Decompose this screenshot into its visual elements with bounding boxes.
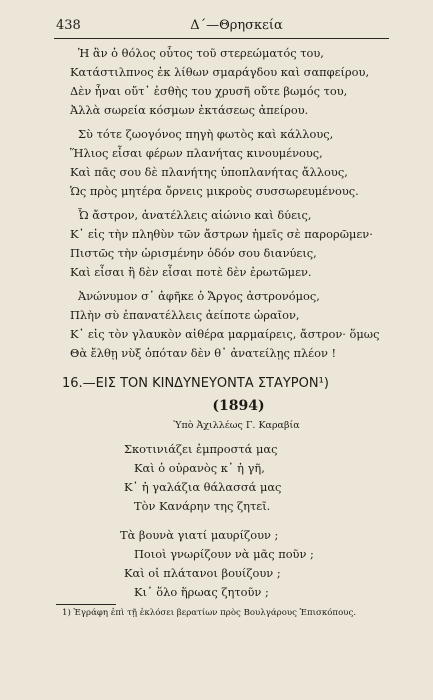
poem-line: Ἀλλὰ σωρεία κόσμων ἐκτάσεως ἀπείρου. [70, 103, 309, 117]
poem-line: Σκοτινιάζει ἐμπροστά μας [124, 442, 278, 456]
poem-line: Καὶ ὁ οὐρανὸς κ᾽ ἡ γῆ, [134, 461, 265, 475]
stanza-6 [118, 526, 358, 602]
poem-line: Τὸν Κανάρην της ζητεῖ. [134, 499, 271, 513]
stanza-3 [70, 206, 390, 282]
header-rule [54, 38, 389, 39]
poem-line: Κ᾽ εἰς τὴν πληθὺν τῶν ἄστρων ἡμεῖς σὲ παρορῶμεν· [70, 227, 373, 241]
running-head: Δ΄—Θρησκεία [190, 18, 283, 33]
section-author: Ὑπὸ Ἀχιλλέως Γ. Καραβία [173, 420, 300, 431]
stanza-5 [118, 440, 358, 516]
poem-line: Θὰ ἔλθῃ νὺξ ὁπόταν δὲν θ᾽ ἀνατείλῃς πλέον ! [70, 346, 337, 360]
poem-line: Καὶ οἱ πλάτανοι βουίζουν ; [124, 566, 281, 580]
section-title: 16.—ΕΙΣ ΤΟΝ ΚΙΝΔΥΝΕΥΟΝΤΑ ΣΤΑΥΡΟΝ¹) [62, 376, 329, 391]
page-number: 438 [56, 18, 81, 33]
poem-line: Κατάστιλπνος ἐκ λίθων σμαράγδου καὶ σαπφείρου, [70, 65, 370, 79]
poem-line: Ἡ ἂν ὁ θόλος οὗτος τοῦ στερεώματός του, [78, 46, 324, 60]
poem-line: Τὰ βουνὰ γιατί μαυρίζουν ; [120, 528, 279, 542]
poem-line: Κι᾽ ὅλο ἥρωας ζητοῦν ; [134, 585, 269, 599]
poem-line: Πιστῶς τὴν ὡρισμένην ὁδόν σου διανύεις, [70, 246, 317, 260]
second-poem [118, 440, 358, 612]
stanza-1 [70, 44, 390, 120]
footnote: 1) Ἐγράφη ἐπὶ τῇ ἐκλόσει βερατίων πρὸς Βουλγάρους Ἐπισκόπους. [62, 608, 357, 618]
poem-line: Σὺ τότε ζωογόνος πηγὴ φωτὸς καὶ κάλλους, [78, 127, 334, 141]
poem-line: Πλὴν σὺ ἐπανατέλλεις ἀείποτε ὡραῖον, [70, 308, 300, 322]
poem-line: Κ᾽ εἰς τὸν γλαυκὸν αἰθέρα μαρμαίρεις, ἄστρον· ὅμως [70, 327, 380, 341]
footnote-rule [56, 604, 116, 605]
poem-line: Ὡς πρὸς μητέρα ὄρνεις μικροὺς συσσωρευμένους. [70, 184, 359, 198]
poem-line: Ποιοὶ γνωρίζουν νὰ μᾶς ποῦν ; [134, 547, 314, 561]
poem-line: Δὲν ἦναι οὔτ᾽ ἐσθὴς του χρυσῆ οὔτε βωμός του, [70, 84, 348, 98]
poem-line: Καὶ πᾶς σου δὲ πλανήτης ὑποπλανήτας ἄλλους, [70, 165, 348, 179]
poem-line: Ἀνώνυμον σ᾽ ἀφῆκε ὁ Ἄργος ἀστρονόμος, [78, 289, 320, 303]
stanza-4 [70, 287, 390, 363]
poem-line: Κ᾽ ἡ γαλάζια θάλασσά μας [124, 480, 282, 494]
poem-line: Ὦ ἄστρον, ἀνατέλλεις αἰώνιο καὶ δύεις, [78, 208, 312, 222]
section-year: (1894) [212, 398, 265, 414]
poem-line: Καὶ εἶσαι ἢ δὲν εἶσαι ποτὲ δὲν ἐρωτῶμεν. [70, 265, 312, 279]
poem-line: Ἥλιος εἶσαι φέρων πλανήτας κινουμένους, [70, 146, 323, 160]
stanza-2 [70, 125, 390, 201]
poem-body [70, 44, 390, 368]
